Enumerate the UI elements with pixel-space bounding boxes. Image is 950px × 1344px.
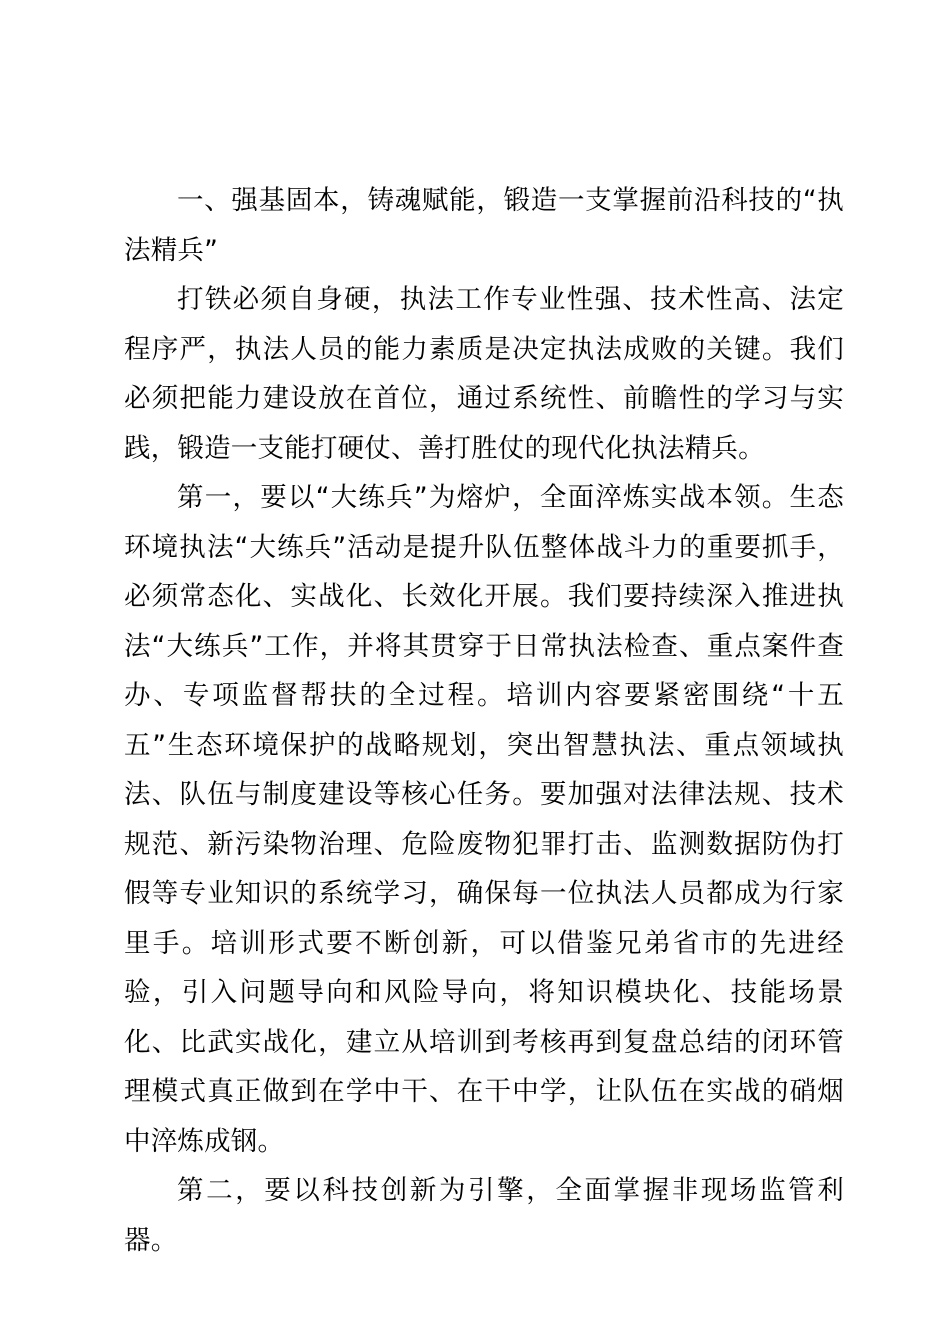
section-heading: 一、强基固本，铸魂赋能，锻造一支掌握前沿科技的“执法精兵” — [124, 185, 844, 266]
document-body — [124, 176, 844, 1265]
paragraph-first: 第一，要以“大练兵”为熔炉，全面淬炼实战本领。生态环境执法“大练兵”活动是提升队伍整体战斗力的重要抓手，必须常态化、实战化、长效化开展。我们要持续深入推进执法“大练兵”工作，并将其贯穿于日常执法检查、重点案件查办、专项监督帮扶的全过程。培训内容要紧密围绕“十五五”生态环境保护的战略规划，突出智慧执法、重点领域执法、队伍与制度建设等核心任务。要加强对法律法规、技术规范、新污染物治理、危险废物犯罪打击、监测数据防伪打假等专业知识的系统学习，确保每一位执法人员都成为行家里手。培训形式要不断创新，可以借鉴兄弟省市的先进经验，引入问题导向和风险导向，将知识模块化、技能场景化、比武实战化，建立从培训到考核再到复盘总结的闭环管理模式真正做到在学中干、在干中学，让队伍在实战的硝烟中淬炼成钢。 — [124, 482, 844, 1157]
paragraph-second: 第二，要以科技创新为引擎，全面掌握非现场监管利器。 — [124, 1175, 844, 1256]
paragraph-intro: 打铁必须自身硬，执法工作专业性强、技术性高、法定程序严，执法人员的能力素质是决定执法成败的关键。我们必须把能力建设放在首位，通过系统性、前瞻性的学习与实践，锻造一支能打硬仗、善打胜仗的现代化执法精兵。 — [124, 284, 844, 464]
